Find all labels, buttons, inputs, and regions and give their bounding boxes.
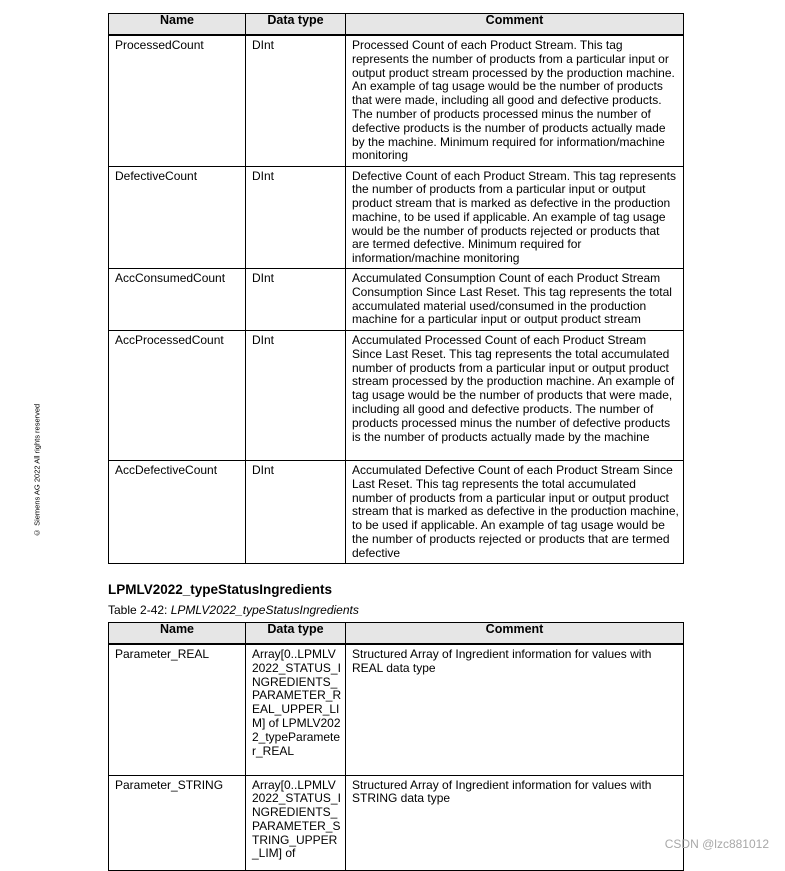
cell-data-type: DInt: [246, 35, 346, 166]
section-heading: LPMLV2022_typeStatusIngredients: [108, 582, 333, 597]
table-row: [109, 166, 684, 269]
cell-name: AccProcessedCount: [109, 331, 246, 461]
cell-name: ProcessedCount: [109, 35, 246, 166]
column-header-data-type: Data type: [246, 14, 346, 36]
column-header-name: Name: [109, 14, 246, 36]
cell-data-type: DInt: [246, 331, 346, 461]
table-header-row: [109, 14, 684, 36]
cell-name: AccDefectiveCount: [109, 461, 246, 564]
table-header-row: [109, 623, 684, 645]
column-header-data-type: Data type: [246, 623, 346, 645]
table-caption: [108, 603, 359, 617]
ingredients-table: [108, 622, 684, 871]
cell-data-type: DInt: [246, 269, 346, 331]
copyright-notice: © Siemens AG 2022 All rights reserved: [32, 403, 42, 538]
table-row: [109, 331, 684, 461]
table-row: [109, 461, 684, 564]
cell-data-type: DInt: [246, 166, 346, 269]
cell-data-type: Array[0..LPMLV2022_STATUS_INGREDIENTS_PARAMETER_STRING_UPPER_LIM] of: [246, 775, 346, 870]
cell-comment: Accumulated Consumption Count of each Product Stream Consumption Since Last Reset. This tag represents the total accumulated material used/consumed in the production machine for a particular input or output product stream: [346, 269, 684, 331]
cell-comment: Structured Array of Ingredient information for values with STRING data type: [346, 775, 684, 870]
cell-name: Parameter_REAL: [109, 644, 246, 775]
cell-name: AccConsumedCount: [109, 269, 246, 331]
tag-table: [108, 13, 684, 564]
column-header-name: Name: [109, 623, 246, 645]
cell-data-type: DInt: [246, 461, 346, 564]
cell-comment: Structured Array of Ingredient information for values with REAL data type: [346, 644, 684, 775]
table-row: [109, 269, 684, 331]
cell-data-type: Array[0..LPMLV2022_STATUS_INGREDIENTS_PARAMETER_REAL_UPPER_LIM] of LPMLV2022_typeParameter_REAL: [246, 644, 346, 775]
watermark: CSDN @lzc881012: [664, 837, 769, 851]
column-header-comment: Comment: [346, 14, 684, 36]
table-caption-prefix: Table 2-42:: [108, 603, 171, 617]
cell-comment: Accumulated Processed Count of each Product Stream Since Last Reset. This tag represents the total accumulated number of products from a particular input or output product stream processed by the production machine. An example of tag usage would be the number of products that were made, including all good and defective products. The number of products processed minus the number of defective products is the number of products actually made by the machine: [346, 331, 684, 461]
table-row: [109, 775, 684, 870]
cell-comment: Processed Count of each Product Stream. This tag represents the number of products from a particular input or output product stream processed by the production machine. An example of tag usage would be the number of products that were made, including all good and defective products. The number of products processed minus the number of defective products is the number of products actually made by the machine. Minimum required for information/machine monitoring: [346, 35, 684, 166]
cell-name: Parameter_STRING: [109, 775, 246, 870]
table-row: [109, 644, 684, 775]
cell-comment: Accumulated Defective Count of each Product Stream Since Last Reset. This tag represents the total accumulated number of products from a particular input or output product stream that is marked as defective in the production machine, to be used if applicable. An example of tag usage would be the number of products rejected or products that are termed defective: [346, 461, 684, 564]
column-header-comment: Comment: [346, 623, 684, 645]
cell-name: DefectiveCount: [109, 166, 246, 269]
table-row: [109, 35, 684, 166]
cell-comment: Defective Count of each Product Stream. This tag represents the number of products from a particular input or output product stream that is marked as defective in the production machine, to be used if applicable. An example of tag usage would be the number of products rejected or products that are termed defective. Minimum required for information/machine monitoring: [346, 166, 684, 269]
table-caption-title: LPMLV2022_typeStatusIngredients: [170, 603, 359, 617]
